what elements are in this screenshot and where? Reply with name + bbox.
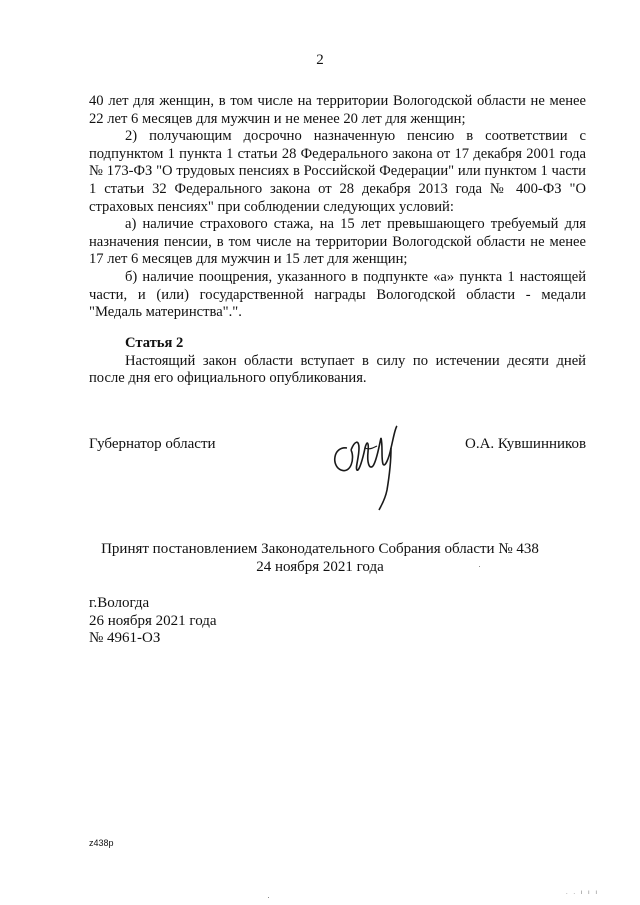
article-2-heading: Статья 2 — [125, 335, 184, 351]
place-date-number — [89, 595, 217, 648]
governor-title: Губернатор области — [89, 436, 216, 452]
paragraph-item-2: 2) получающим досрочно назначенную пенсию в соответствии с подпунктом 1 пункта 1 статьи 28 Федерального закона от 17 декабря 2001 года № 173-ФЗ "О трудовых пенсиях в Российской Федерации" или пунктом 1 части 1 статьи 32 Федерального закона от 28 декабря 2013 года № 400-ФЗ "О страховых пенсиях" при соблюдении следующих условий: — [89, 128, 586, 215]
paragraph-subitem-b: б) наличие поощрения, указанного в подпункте «а» пункта 1 настоящей части, и (или) государственной награды Вологодской области - медали "Медаль материнства".". — [89, 268, 586, 321]
law-text-continuation — [89, 93, 586, 322]
scan-edge-marks: . . ı ı ı — [566, 890, 600, 896]
paragraph-continuation: 40 лет для женщин, в том числе на территории Вологодской области не менее 22 лет 6 месяцев для мужчин и не менее 20 лет для женщин; — [89, 93, 586, 127]
handwritten-signature — [325, 418, 415, 513]
paragraph-subitem-a: а) наличие страхового стажа, на 15 лет превышающего требуемый для назначения пенсии, в том числе на территории Вологодской области не менее 17 лет 6 месяцев для мужчин и 15 лет для женщин; — [89, 216, 586, 268]
law-number: № 4961-ОЗ — [89, 630, 161, 646]
governor-name: О.А. Кувшинников — [465, 436, 587, 452]
article-2 — [89, 335, 586, 388]
page-number: 2 — [316, 52, 324, 68]
scan-speck — [268, 897, 269, 898]
signing-date: 26 ноября 2021 года — [89, 612, 217, 629]
adoption-line-2: 24 ноября 2021 года — [256, 559, 384, 575]
scan-speck — [479, 566, 480, 567]
article-2-text: Настоящий закон области вступает в силу по истечении десяти дней после дня его официального опубликования. — [89, 352, 586, 387]
adoption-statement — [0, 540, 640, 576]
adoption-line-1: Принят постановлением Законодательного Собрания области № 438 — [101, 541, 539, 557]
document-code: z438p — [89, 838, 114, 848]
city: г.Вологда — [89, 595, 150, 611]
